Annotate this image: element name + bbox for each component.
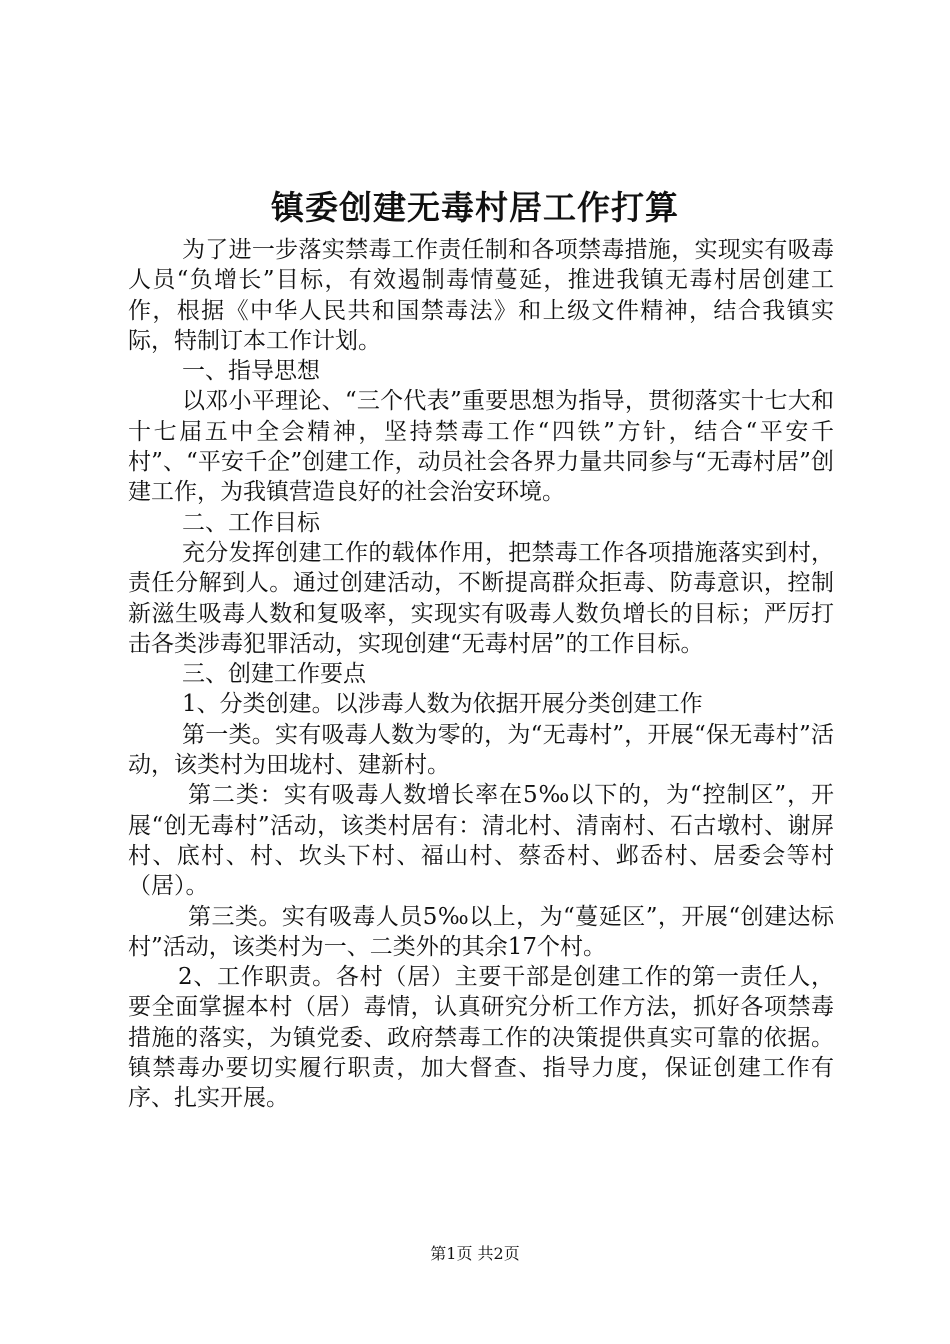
guiding-thought-paragraph: 以邓小平理论、“三个代表”重要思想为指导，贯彻落实十七大和十七届五中全会精神，坚持禁毒工作“四铁”方针，结合“平安千村”、“平安千企”创建工作，动员社会各界力量共同参与“无毒村居”创建工作，为我镇营造良好的社会治安环境。 xyxy=(128,388,834,506)
document-body xyxy=(128,235,834,1114)
point-work-duties: 2、工作职责。各村（居）主要干部是创建工作的第一责任人，要全面掌握本村（居）毒情，认真研究分析工作方法，抓好各项禁毒措施的落实，为镇党委、政府禁毒工作的决策提供真实可靠的依据。镇禁毒办要切实履行职责，加大督查、指导力度，保证创建工作有序、扎实开展。 xyxy=(128,964,834,1112)
point-classified-creation: 1、分类创建。以涉毒人数为依据开展分类创建工作 xyxy=(182,691,703,718)
category-three-paragraph: 第三类。实有吸毒人员5‰以上，为“蔓延区”，开展“创建达标村”活动，该类村为一、二类外的其余17个村。 xyxy=(128,903,834,960)
category-one-paragraph: 第一类。实有吸毒人数为零的，为“无毒村”，开展“保无毒村”活动，该类村为田垅村、建新村。 xyxy=(128,721,834,779)
intro-paragraph: 为了进一步落实禁毒工作责任制和各项禁毒措施，实现实有吸毒人员“负增长”目标，有效遏制毒情蔓延，推进我镇无毒村居创建工作，根据《中华人民共和国禁毒法》和上级文件精神，结合我镇实际，特制订本工作计划。 xyxy=(128,237,834,354)
section-heading-guiding-thought: 一、指导思想 xyxy=(182,358,320,385)
section-heading-work-goals: 二、工作目标 xyxy=(182,509,320,536)
category-two-paragraph: 第二类：实有吸毒人数增长率在5‰以下的，为“控制区”，开展“创无毒村”活动，该类村居有：清北村、清南村、石古墩村、谢屏村、底村、村、坎头下村、福山村、蔡岙村、邺岙村、居委会等村（居）。 xyxy=(128,782,834,900)
work-goals-paragraph: 充分发挥创建工作的载体作用，把禁毒工作各项措施落实到村，责任分解到人。通过创建活动，不断提高群众拒毒、防毒意识，控制新滋生吸毒人数和复吸率，实现实有吸毒人数负增长的目标；严厉打击各类涉毒犯罪活动，实现创建“无毒村居”的工作目标。 xyxy=(128,539,834,657)
section-heading-key-points: 三、创建工作要点 xyxy=(182,661,366,688)
document-title: 镇委创建无毒村居工作打算 xyxy=(271,188,679,227)
page-footer: 第1页 共2页 xyxy=(430,1244,520,1263)
